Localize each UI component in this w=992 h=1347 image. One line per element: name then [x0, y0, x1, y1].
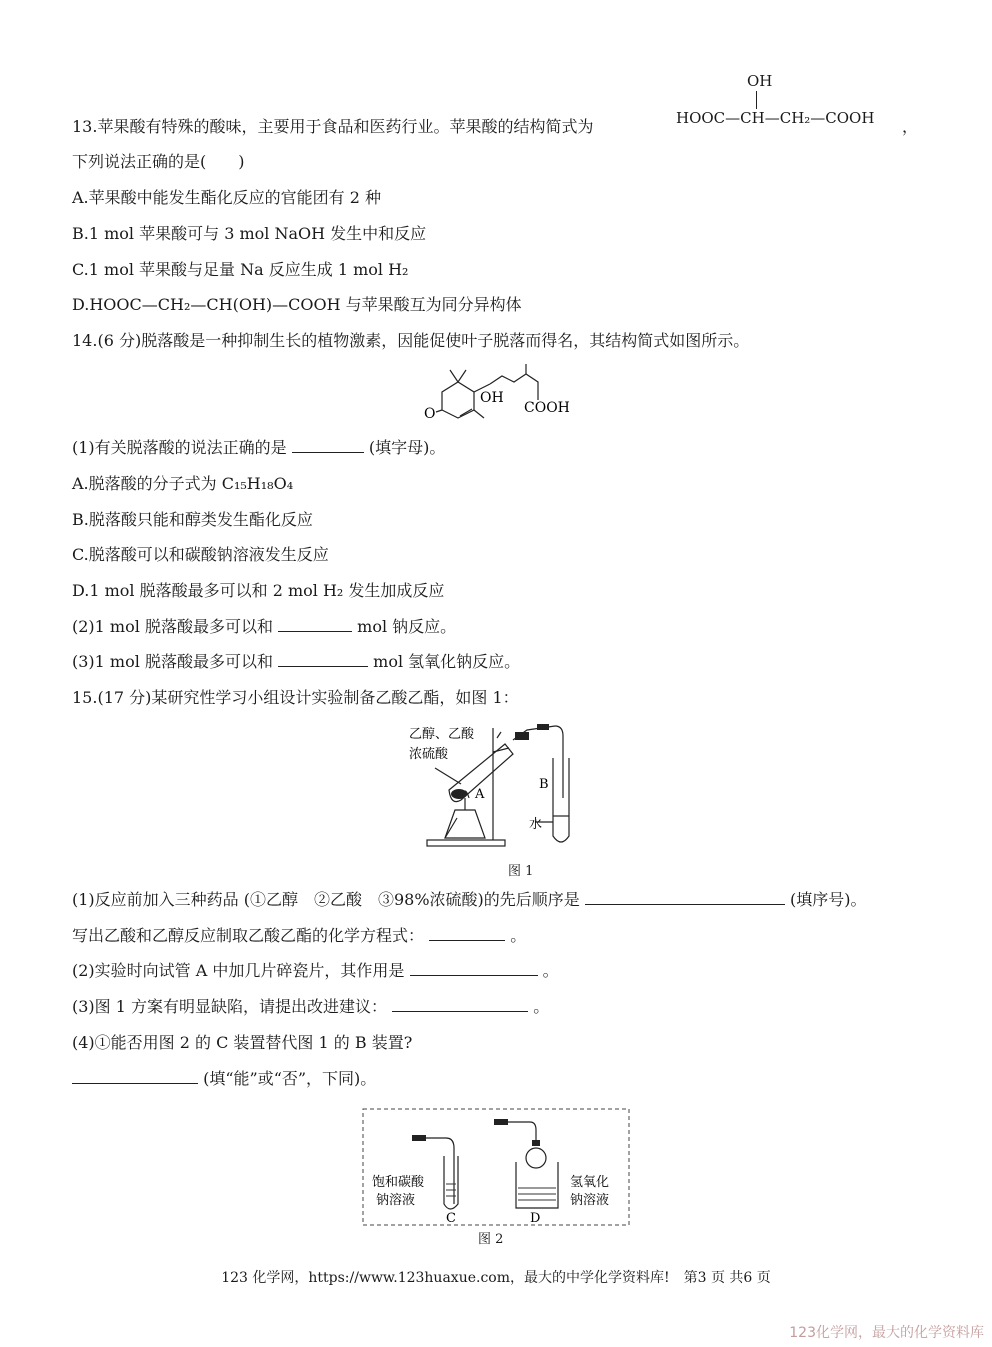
- q14-part3-pre: (3)1 mol 脱落酸最多可以和: [72, 652, 273, 671]
- fig1-label-reagents: 乙醇、乙酸: [409, 727, 475, 742]
- fig2-c: C: [446, 1211, 456, 1226]
- fig2-d-label1: 氢氧化: [570, 1175, 610, 1190]
- q13-option-a: A.苹果酸中能发生酯化反应的官能团有 2 种: [72, 188, 381, 207]
- q14-stem: 14.(6 分)脱落酸是一种抑制生长的植物激素，因能促使叶子脱落而得名，其结构简式如图所示。: [72, 331, 750, 350]
- q14-part1-pre: (1)有关脱落酸的说法正确的是: [72, 438, 287, 457]
- fig2-d-label2: 钠溶液: [570, 1193, 610, 1208]
- figure-1-apparatus: [405, 718, 585, 854]
- q15-part1b: [72, 926, 526, 946]
- q13-option-b: B.1 mol 苹果酸可与 3 mol NaOH 发生中和反应: [72, 224, 427, 243]
- fig2-c-label2: 钠溶液: [376, 1193, 416, 1208]
- q15-part4b-post: (填“能”或“否”，下同)。: [203, 1069, 377, 1088]
- q14-part3-post: mol 氢氧化钠反应。: [373, 652, 521, 671]
- q14-option-d: D.1 mol 脱落酸最多可以和 2 mol H₂ 发生加成反应: [72, 581, 445, 600]
- watermark: 123化学网，最大的化学资料库: [789, 1325, 984, 1341]
- q14-part2-post: mol 钠反应。: [357, 617, 457, 636]
- fig1-label-a: A: [475, 787, 485, 802]
- malic-oh: OH: [747, 72, 773, 90]
- abscisic-oh: OH: [480, 390, 504, 406]
- page-footer: 123 化学网，https://www.123huaxue.com，最大的中学化学资料库! 第3 页 共6 页: [221, 1270, 771, 1286]
- q15-part2-pre: (2)实验时向试管 A 中加几片碎瓷片，其作用是: [72, 961, 405, 980]
- figure-2-caption: 图 2: [478, 1232, 504, 1247]
- fig1-label-b: B: [539, 777, 549, 792]
- q14-part2-blank[interactable]: [278, 617, 352, 632]
- q13-stem2: 下列说法正确的是( ): [72, 152, 245, 171]
- q15-part1b-post: 。: [510, 926, 527, 945]
- q15-part1-pre: (1)反应前加入三种药品 (①乙醇 ②乙酸 ③98%浓硫酸)的先后顺序是: [72, 890, 580, 909]
- q15-part1-post: (填序号)。: [790, 890, 867, 909]
- q15-part1b-blank[interactable]: [429, 926, 505, 941]
- q14-part3-blank[interactable]: [278, 652, 368, 667]
- q13-stem-text: 13.苹果酸有特殊的酸味，主要用于食品和医药行业。苹果酸的结构简式为: [72, 117, 594, 136]
- q14-option-a: A.脱落酸的分子式为 C₁₅H₁₈O₄: [72, 474, 294, 493]
- q15-part3-pre: (3)图 1 方案有明显缺陷，请提出改进建议：: [72, 997, 388, 1016]
- q14-part1-post: (填字母)。: [368, 438, 446, 457]
- fig1-label-acid: 浓硫酸: [409, 747, 449, 762]
- q14-option-b: B.脱落酸只能和醇类发生酯化反应: [72, 510, 313, 529]
- q15-part2-blank[interactable]: [410, 961, 538, 976]
- q13-option-c: C.1 mol 苹果酸与足量 Na 反应生成 1 mol H₂: [72, 260, 409, 279]
- q14-option-c: C.脱落酸可以和碳酸钠溶液发生反应: [72, 545, 329, 564]
- q15-part4-blank[interactable]: [72, 1069, 198, 1084]
- q15-part3: [72, 997, 549, 1017]
- malic-acid-structure: [676, 72, 906, 132]
- q15-part2: [72, 961, 559, 981]
- q15-part4: (4)①能否用图 2 的 C 装置替代图 1 的 B 装置?: [72, 1033, 413, 1052]
- q14-part3: [72, 652, 520, 672]
- malic-bond: [756, 91, 757, 109]
- abscisic-acid-structure: [420, 362, 580, 422]
- q15-stem: 15.(17 分)某研究性学习小组设计实验制备乙酸乙酯，如图 1：: [72, 688, 519, 707]
- q13-stem: [72, 117, 593, 137]
- fig2-d: D: [530, 1211, 541, 1226]
- q15-part1b-pre: 写出乙酸和乙醇反应制取乙酸乙酯的化学方程式：: [72, 926, 425, 945]
- q14-part2-pre: (2)1 mol 脱落酸最多可以和: [72, 617, 273, 636]
- abscisic-cooh: COOH: [524, 400, 570, 416]
- q15-part3-blank[interactable]: [392, 997, 528, 1012]
- malic-formula: HOOC—CH—CH₂—COOH: [676, 109, 875, 127]
- figure-1-caption: 图 1: [508, 864, 534, 879]
- q15-part4b: [72, 1069, 376, 1089]
- q13-stem-end: ，: [902, 117, 919, 136]
- q13-option-d: D.HOOC—CH₂—CH(OH)—COOH 与苹果酸互为同分异构体: [72, 295, 522, 314]
- abscisic-o: O: [424, 406, 436, 422]
- q15-part3-post: 。: [533, 997, 550, 1016]
- q14-part1: [72, 438, 445, 458]
- figure-2-apparatus: [362, 1108, 630, 1228]
- q14-part1-blank[interactable]: [292, 438, 364, 453]
- q15-part1-blank[interactable]: [585, 890, 785, 905]
- fig2-c-label1: 饱和碳酸: [372, 1175, 425, 1190]
- fig1-label-water: 水: [529, 817, 543, 832]
- q15-part2-post: 。: [542, 961, 559, 980]
- q14-part2: [72, 617, 456, 637]
- q15-part1: [72, 890, 867, 910]
